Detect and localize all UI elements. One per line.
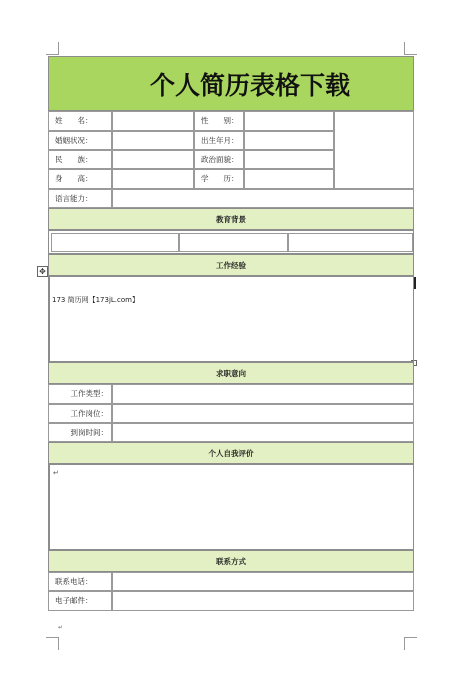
language-field[interactable]	[112, 189, 414, 208]
birth-field[interactable]	[244, 131, 334, 150]
job-position-label: 工作岗位：	[48, 404, 112, 423]
education-cell-2[interactable]	[179, 233, 288, 252]
end-paragraph-mark-icon: ↵	[58, 624, 64, 631]
height-field[interactable]	[112, 169, 194, 189]
crop-mark-bottom-left	[46, 637, 59, 650]
crop-mark-bottom-right	[404, 637, 417, 650]
work-experience-text: 173 简历网【173jL.com】	[52, 296, 139, 304]
job-position-field[interactable]	[112, 404, 414, 423]
arrival-time-field[interactable]	[112, 423, 414, 442]
text-cursor	[414, 277, 416, 289]
job-type-field[interactable]	[112, 384, 414, 404]
crop-mark-top-left	[46, 42, 59, 55]
phone-label: 联系电话：	[48, 572, 112, 591]
section-education: 教育背景	[48, 208, 414, 230]
name-label: 姓 名：	[48, 111, 112, 131]
page-title: 个人简历表格下载	[48, 56, 414, 111]
education-cell-1[interactable]	[51, 233, 179, 252]
section-contact: 联系方式	[48, 550, 414, 572]
marital-label: 婚姻状况：	[48, 131, 112, 150]
birth-label: 出生年月：	[194, 131, 244, 150]
marital-field[interactable]	[112, 131, 194, 150]
crop-mark-top-right	[404, 42, 417, 55]
email-label: 电子邮件：	[48, 591, 112, 611]
self-evaluation-area[interactable]	[48, 464, 414, 550]
email-field[interactable]	[112, 591, 414, 611]
political-label: 政治面貌：	[194, 150, 244, 169]
arrival-time-label: 到岗时间：	[48, 423, 112, 442]
gender-field[interactable]	[244, 111, 334, 131]
name-field[interactable]	[112, 111, 194, 131]
ethnic-label: 民 族：	[48, 150, 112, 169]
paragraph-mark-icon: ↵	[53, 469, 59, 477]
table-move-handle-icon[interactable]: ✥	[37, 266, 48, 277]
work-experience-area[interactable]	[48, 276, 414, 362]
gender-label: 性 别：	[194, 111, 244, 131]
education-cell-3[interactable]	[288, 233, 413, 252]
education-row	[48, 230, 414, 254]
job-type-label: 工作类型：	[48, 384, 112, 404]
section-self-evaluation: 个人自我评价	[48, 442, 414, 464]
photo-cell[interactable]	[334, 111, 414, 189]
phone-field[interactable]	[112, 572, 414, 591]
height-label: 身 高：	[48, 169, 112, 189]
ethnic-field[interactable]	[112, 150, 194, 169]
section-job-intention: 求职意向	[48, 362, 414, 384]
section-work-experience: 工作经验	[48, 254, 414, 276]
education-field[interactable]	[244, 169, 334, 189]
education-label: 学 历：	[194, 169, 244, 189]
political-field[interactable]	[244, 150, 334, 169]
language-label: 语言能力：	[48, 189, 112, 208]
